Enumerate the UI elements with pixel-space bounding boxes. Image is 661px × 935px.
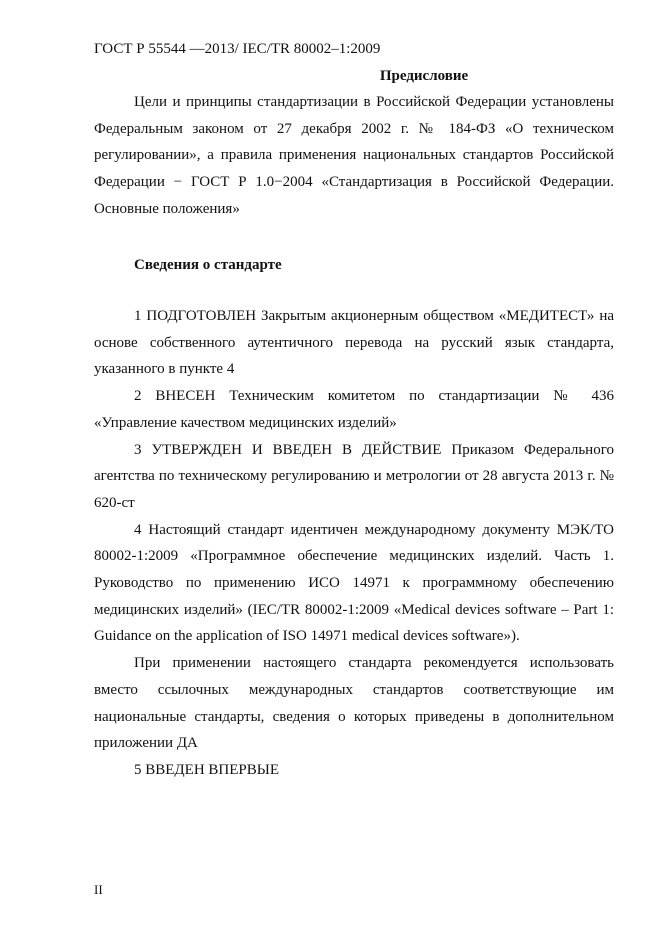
standard-info-item-1: 1 ПОДГОТОВЛЕН Закрытым акционерным обществом «МЕДИТЕСТ» на основе собственного аутентичного перевода на русский язык стандарта, указанного в пункте 4 bbox=[94, 308, 614, 378]
standard-info-item-4: 4 Настоящий стандарт идентичен международному документу МЭК/ТО 80002-1:2009 «Программное обеспечение медицинских изделий. Часть 1. Руководство по применению ИСО 14971 к программному обеспечению медицинских изделий» (IEC/TR 80002-1:2009 «Medical devices software – Part 1: Guidance on the application of ISO 14971 medical devices software»). bbox=[94, 521, 614, 645]
foreword-paragraph: Цели и принципы стандартизации в Российской Федерации установлены Федеральным законом от 27 декабря 2002 г. № 184-ФЗ «О техническом регулировании», а правила применения национальных стандартов Российской Федерации − ГОСТ Р 1.0−2004 «Стандартизация в Российской Федерации. Основные положения» bbox=[94, 94, 614, 217]
foreword-title: Предисловие bbox=[379, 68, 469, 84]
standard-info-item-3: 3 УТВЕРЖДЕН И ВВЕДЕН В ДЕЙСТВИЕ Приказом Федерального агентства по техническому регулированию и метрологии от 28 августа 2013 г. № 620-ст bbox=[94, 441, 614, 511]
standard-info-item-4-note: При применении настоящего стандарта рекомендуется использовать вместо ссылочных международных стандартов соответствующие им национальные стандарты, сведения о которых приведены в дополнительном приложении ДА bbox=[94, 655, 614, 752]
document-header-code: ГОСТ Р 55544 —2013/ IEC/TR 80002–1:2009 bbox=[94, 41, 381, 57]
standard-info-title: Сведения о стандарте bbox=[134, 257, 282, 273]
foreword-body bbox=[94, 89, 614, 223]
standard-info-item-5: 5 ВВЕДЕН ВПЕРВЫЕ bbox=[134, 761, 279, 778]
standard-info-body bbox=[94, 303, 614, 784]
standard-info-item-2: 2 ВНЕСЕН Техническим комитетом по стандартизации № 436 «Управление качеством медицинских изделий» bbox=[94, 388, 614, 431]
page-number: II bbox=[94, 882, 103, 897]
